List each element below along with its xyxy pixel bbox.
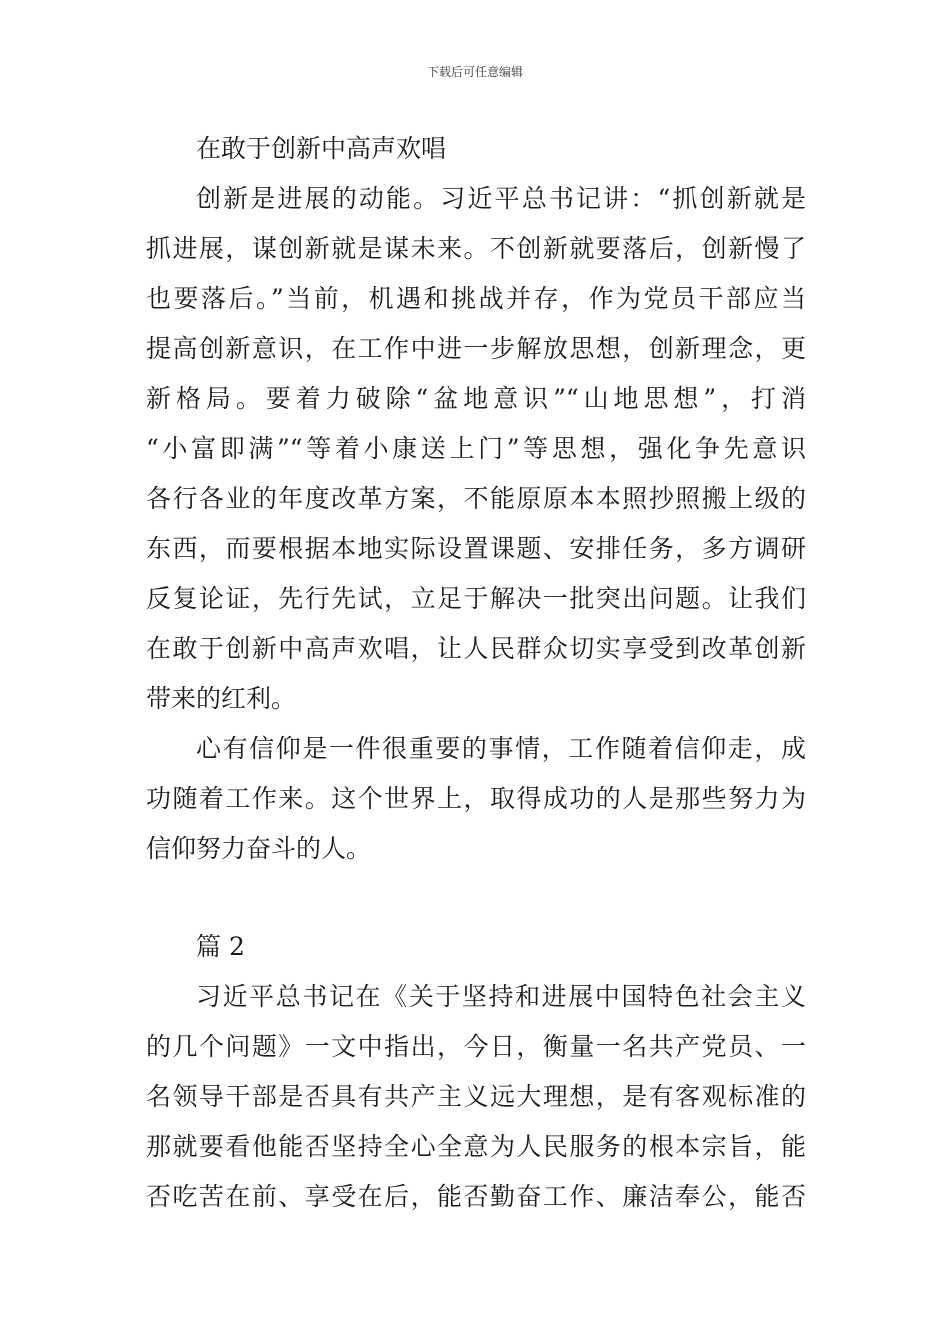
paragraph-line: 心有信仰是一件很重要的事情，工作随着信仰走，成 <box>196 734 806 763</box>
paragraph-line: 信仰努力奋斗的人。 <box>146 834 372 863</box>
paragraph-line: 带来的红利。 <box>146 684 297 713</box>
paragraph-line: 名领导干部是否具有共产主义远大理想，是有客观标准的 <box>146 1082 806 1111</box>
paragraph-line: 功随着工作来。这个世界上，取得成功的人是那些努力为 <box>146 784 806 813</box>
paragraph-line: 各行各业的年度改革方案，不能原原本本照抄照搬上级的 <box>146 484 806 513</box>
paragraph-line: 新格局。要着力破除“盆地意识”“山地思想”，打消 <box>146 384 806 413</box>
section-title: 在敢于创新中高声欢唱 <box>196 134 447 163</box>
paragraph-line: 的几个问题》一文中指出，今日，衡量一名共产党员、一 <box>146 1032 806 1061</box>
section-title: 篇 2 <box>196 932 245 961</box>
paragraph-line: 创新是进展的动能。习近平总书记讲：“抓创新就是 <box>196 184 806 213</box>
paragraph-line: 反复论证，先行先试，立足于解决一批突出问题。让我们 <box>146 584 806 613</box>
paragraph-line: 提高创新意识，在工作中进一步解放思想，创新理念，更 <box>146 334 806 363</box>
paragraph-line: 习近平总书记在《关于坚持和进展中国特色社会主义 <box>196 982 806 1011</box>
paragraph-line: 东西，而要根据本地实际设置课题、安排任务，多方调研 <box>146 534 806 563</box>
paragraph-line: “小富即满”“等着小康送上门”等思想，强化争先意识 <box>146 434 806 463</box>
paragraph-line: 否吃苦在前、享受在后，能否勤奋工作、廉洁奉公，能否 <box>146 1182 806 1211</box>
paragraph-line: 抓进展，谋创新就是谋未来。不创新就要落后，创新慢了 <box>146 234 806 263</box>
paragraph-line: 那就要看他能否坚持全心全意为人民服务的根本宗旨，能 <box>146 1132 806 1161</box>
paragraph-line: 在敢于创新中高声欢唱，让人民群众切实享受到改革创新 <box>146 634 806 663</box>
paragraph-line: 也要落后。”当前，机遇和挑战并存，作为党员干部应当 <box>146 284 806 313</box>
page-header: 下载后可任意编辑 <box>426 65 523 79</box>
